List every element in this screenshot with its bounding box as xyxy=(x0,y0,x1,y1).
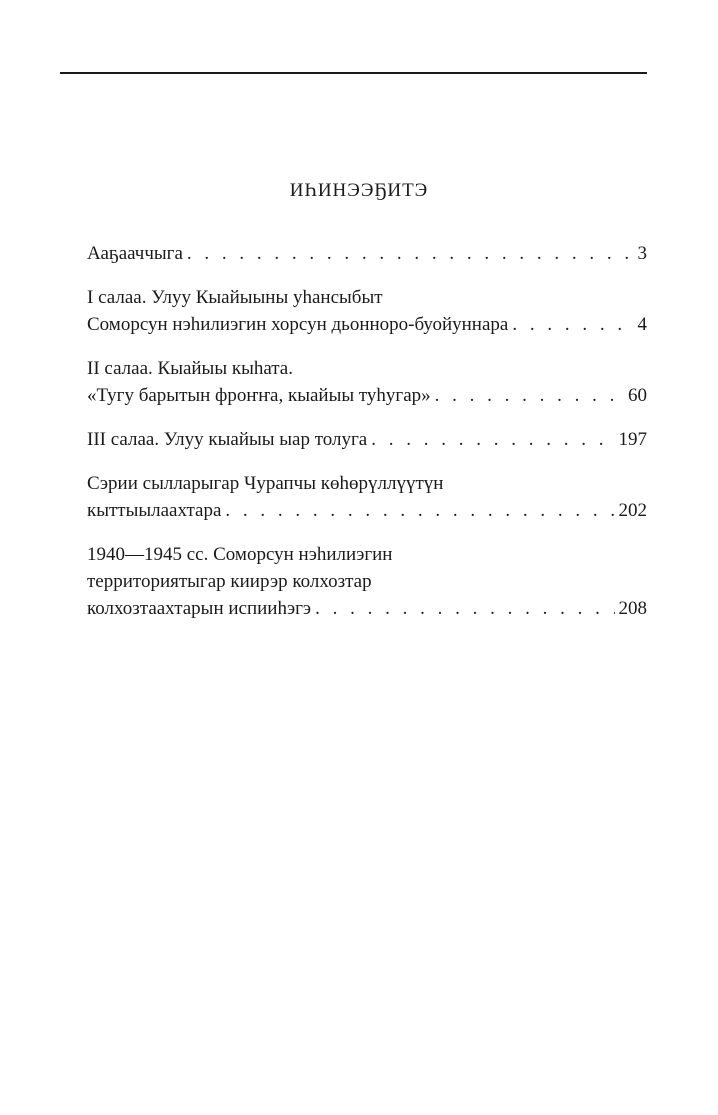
dot-leader xyxy=(187,240,634,267)
toc-entry-page: 208 xyxy=(618,598,647,619)
header-rule xyxy=(60,72,647,74)
toc-entry-relocation-participants[interactable] xyxy=(87,470,647,524)
dot-leader xyxy=(371,426,614,453)
dot-leader xyxy=(512,311,633,338)
toc-entry-title-line: кыттыылаахтара xyxy=(87,500,222,521)
toc-entry-title-line: III салаа. Улуу кыайыы ыар толуга xyxy=(87,429,368,450)
dot-leader xyxy=(435,382,624,409)
toc-entry-title-line: I салаа. Улуу Кыайыыны уһансыбыт xyxy=(87,287,383,308)
toc-entry-page: 4 xyxy=(637,314,647,335)
toc-entry-collective-farm-list[interactable] xyxy=(87,541,647,622)
toc-entry-section-3[interactable] xyxy=(87,426,647,453)
toc-entry-title-line: Соморсун нэһилиэгин хорсун дьонноро-буойуннара xyxy=(87,314,509,335)
toc-entry-page: 202 xyxy=(618,500,647,521)
toc-title: ИҺИНЭЭҔИТЭ xyxy=(289,180,429,201)
toc-entry-title-line: Ааҕааччыга xyxy=(87,243,183,264)
toc-entry-section-2[interactable] xyxy=(87,355,647,409)
toc-entry-title-line: Сэрии сылларыгар Чурапчы көһөрүллүүтүн xyxy=(87,473,444,494)
toc-entry-title-line: «Тугу барытын фроҥҥа, кыайыы туһугар» xyxy=(87,385,431,406)
dot-leader xyxy=(225,497,614,524)
toc-entry-title-line: 1940—1945 сс. Соморсун нэһилиэгин xyxy=(87,544,393,565)
toc-entry-section-1[interactable] xyxy=(87,284,647,338)
toc-entry-title-line: территориятыгар киирэр колхозтар xyxy=(87,571,372,592)
toc-entry-title-line: II салаа. Кыайыы кыһата. xyxy=(87,358,293,379)
toc-entry-page: 60 xyxy=(628,385,647,406)
toc-entry-page: 3 xyxy=(637,243,647,264)
toc-entry-foreword[interactable] xyxy=(87,240,647,267)
dot-leader xyxy=(315,595,614,622)
table-of-contents xyxy=(87,240,647,639)
toc-entry-title-line: колхозтаахтарын испииһэгэ xyxy=(87,598,312,619)
toc-entry-page: 197 xyxy=(618,429,647,450)
